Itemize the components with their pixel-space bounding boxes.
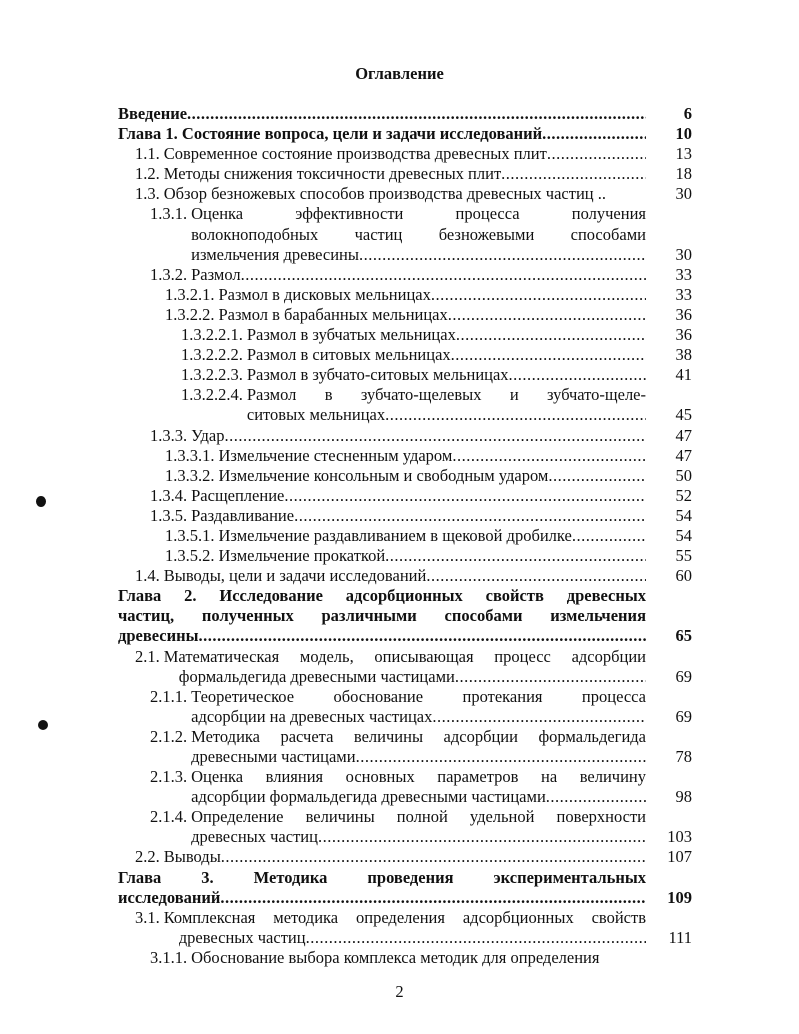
toc-entry[interactable] — [118, 365, 692, 385]
toc-entry[interactable] — [118, 305, 692, 325]
toc-entry-page: 18 — [675, 164, 692, 184]
dot-leader — [432, 707, 646, 727]
dot-leader — [426, 566, 646, 586]
toc-entry-page: 47 — [675, 425, 692, 445]
dot-leader — [284, 486, 646, 506]
toc-entry-text: Измельчение раздавливанием в щековой дробилке — [218, 525, 572, 545]
toc-entry[interactable] — [118, 807, 692, 847]
toc-entry-page: 65 — [675, 626, 692, 646]
toc-entry-text: Измельчение прокаткой — [218, 546, 386, 566]
toc-entry-number: 3.1.1. — [150, 947, 188, 967]
toc-entry-page: 6 — [683, 104, 692, 123]
toc-entry-number: 1.3.3. — [150, 425, 188, 445]
toc-entry-number: 1.3.2.2. — [165, 304, 215, 324]
toc-entry-number: 1.3.2.1. — [165, 284, 215, 304]
toc-entry-text: формальдегида древесными частицами — [178, 666, 455, 686]
toc-entry-text: древесных частиц — [191, 827, 318, 847]
toc-entry-number: 2.1.3. — [150, 767, 188, 787]
toc-entry-number: 1.2. — [135, 164, 160, 184]
toc-entry[interactable] — [118, 506, 692, 526]
toc-entry[interactable] — [118, 546, 692, 566]
toc-entry-text: Глава 2. Исследование адсорбционных свойств древесных — [118, 586, 646, 606]
toc-entry-text: Размол в барабанных мельницах — [218, 304, 448, 324]
toc-entry-number: 3.1. — [135, 907, 160, 927]
toc-entry[interactable] — [118, 526, 692, 546]
toc-entry-text: Размол в зубчатых мельницах — [246, 325, 456, 345]
dot-leader — [385, 546, 646, 566]
dot-leader — [241, 265, 646, 285]
dot-leader — [547, 144, 646, 164]
toc-entry-page: 38 — [675, 345, 692, 365]
toc-entry-page: 52 — [675, 485, 692, 505]
toc-entry[interactable] — [118, 868, 692, 908]
toc-entry-text: исследований — [118, 887, 221, 907]
toc-entry[interactable] — [118, 144, 692, 164]
toc-entry-text: частиц, полученных различными способами измельчения — [118, 606, 646, 626]
toc-entry-page: 33 — [675, 284, 692, 304]
dot-leader — [451, 345, 646, 365]
toc-entry[interactable] — [118, 908, 692, 948]
toc-entry-page: 98 — [675, 787, 692, 807]
toc-entry-number: 2.2. — [135, 847, 160, 867]
toc-entry-number: 1.3.2.2.2. — [181, 345, 243, 365]
table-of-contents — [118, 104, 692, 968]
toc-entry[interactable] — [118, 325, 692, 345]
toc-entry-text: Оценка влияния основных параметров на величину — [191, 767, 646, 787]
toc-entry-number: 1.3.5.1. — [165, 525, 215, 545]
toc-entry-text: Обоснование выбора комплекса методик для определения — [191, 947, 600, 967]
dot-leader — [542, 124, 646, 144]
dot-leader — [306, 928, 646, 948]
toc-entry-text: Размол — [191, 264, 241, 284]
toc-entry-page: 13 — [675, 144, 692, 164]
toc-entry-page: 41 — [675, 365, 692, 385]
toc-entry-page: 107 — [667, 847, 692, 867]
toc-entry-text: Раздавливание — [191, 505, 295, 525]
dot-leader — [359, 245, 646, 265]
toc-entry-text: древесных частиц — [178, 927, 306, 947]
toc-entry[interactable] — [118, 104, 692, 124]
toc-entry-number: 2.1.2. — [150, 726, 188, 746]
toc-entry-number: 1.3. — [135, 184, 160, 204]
dot-leader — [224, 426, 646, 446]
dot-leader — [548, 466, 646, 486]
dot-leader — [546, 787, 646, 807]
dot-leader — [455, 667, 646, 687]
page-number: 2 — [395, 982, 404, 1001]
toc-entry-text: Теоретическое обоснование протекания процесса — [191, 686, 646, 706]
scan-blot-mark — [36, 496, 46, 507]
toc-entry-number: 2.1.4. — [150, 807, 188, 827]
toc-entry[interactable] — [118, 586, 692, 646]
toc-title: Оглавление — [355, 64, 444, 83]
toc-entry-number: 1.3.4. — [150, 485, 188, 505]
dot-leader — [221, 847, 646, 867]
toc-entry[interactable] — [118, 948, 692, 968]
toc-entry-number: 1.3.3.2. — [165, 465, 215, 485]
toc-entry-text: ситовых мельницах — [246, 405, 386, 425]
toc-entry-text: Определение величины полной удельной поверхности — [191, 807, 646, 827]
dot-leader — [199, 626, 646, 646]
dot-leader — [456, 325, 646, 345]
toc-entry-page: 54 — [675, 505, 692, 525]
toc-entry-text: адсорбции формальдегида древесными частицами — [191, 787, 546, 807]
toc-entry-number: 1.4. — [135, 566, 160, 586]
toc-entry-text: Удар — [191, 425, 225, 445]
toc-entry-page: 111 — [668, 927, 692, 947]
toc-entry-text: Измельчение консольным и свободным ударом — [218, 465, 549, 485]
dot-leader — [501, 164, 646, 184]
dot-leader — [448, 305, 646, 325]
toc-entry[interactable] — [118, 647, 692, 687]
toc-entry-text: Выводы — [163, 847, 221, 867]
toc-entry-page: 55 — [675, 546, 692, 566]
toc-entry-text: Методы снижения токсичности древесных плит — [163, 164, 502, 184]
toc-entry-number: 1.3.2. — [150, 264, 188, 284]
toc-entry-text: Размол в дисковых мельницах — [218, 284, 431, 304]
dot-leader — [431, 285, 646, 305]
toc-entry-number: 1.3.2.2.3. — [181, 365, 243, 385]
toc-entry[interactable] — [118, 426, 692, 446]
toc-entry-text: Введение — [118, 104, 188, 123]
toc-entry-page: 54 — [675, 525, 692, 545]
toc-entry[interactable] — [118, 385, 692, 425]
scan-blot-mark — [38, 720, 48, 730]
toc-entry-text: древесными частицами — [191, 747, 356, 766]
toc-entry[interactable] — [118, 265, 692, 285]
toc-entry-page: 30 — [675, 244, 692, 264]
toc-entry-number: 2.1.1. — [150, 686, 188, 706]
toc-entry-text: древесины — [118, 626, 199, 646]
toc-entry-text: Математическая модель, описывающая процесс адсорбции — [163, 646, 646, 666]
toc-entry-page: 47 — [675, 445, 692, 465]
toc-entry[interactable] — [118, 164, 692, 184]
toc-entry-text: Глава 1. Состояние вопроса, цели и задачи исследований — [118, 124, 543, 144]
toc-entry-text: волокноподобных частиц безножевыми способами — [191, 224, 646, 244]
toc-entry[interactable] — [118, 566, 692, 586]
toc-entry-number: 1.3.5. — [150, 505, 188, 525]
dot-leader — [356, 747, 646, 767]
dot-leader — [294, 506, 646, 526]
toc-entry[interactable] — [118, 486, 692, 506]
toc-entry-number: 1.3.2.2.4. — [181, 385, 243, 405]
toc-entry-page: 109 — [667, 887, 692, 907]
toc-entry-text: Размол в зубчато-щелевых и зубчато-щеле- — [246, 385, 646, 405]
toc-entry[interactable] — [118, 767, 692, 807]
toc-entry-text: Глава 3. Методика проведения экспериментальных — [118, 867, 646, 887]
toc-entry-text: Выводы, цели и задачи исследований — [163, 566, 427, 586]
toc-entry-text: Современное состояние производства древесных плит — [163, 144, 547, 164]
dot-leader — [318, 827, 646, 847]
toc-entry-page: 45 — [675, 405, 692, 425]
toc-entry-page: 103 — [667, 827, 692, 847]
toc-entry[interactable] — [118, 204, 692, 264]
toc-entry-page: 30 — [675, 184, 692, 204]
toc-entry-number: 1.3.3.1. — [165, 445, 215, 465]
dot-leader — [572, 526, 646, 546]
toc-entry-text: Оценка эффективности процесса получения — [191, 204, 646, 224]
toc-entry[interactable] — [118, 124, 692, 144]
toc-entry-page: 36 — [675, 325, 692, 345]
toc-entry[interactable] — [118, 345, 692, 365]
toc-entry[interactable] — [118, 285, 692, 305]
toc-entry-page: 50 — [675, 465, 692, 485]
toc-entry-number: 1.3.1. — [150, 204, 188, 224]
toc-entry[interactable] — [118, 847, 692, 867]
toc-entry-number: 1.3.2.2.1. — [181, 325, 243, 345]
toc-entry-text: Размол в зубчато-ситовых мельницах — [246, 365, 509, 385]
toc-entry-page: 69 — [675, 706, 692, 726]
dot-leader — [452, 446, 646, 466]
toc-entry-text: Обзор безножевых способов производства древесных частиц .. — [163, 184, 606, 204]
toc-entry-page: 33 — [675, 264, 692, 284]
dot-leader — [509, 365, 646, 385]
toc-entry[interactable] — [118, 184, 692, 204]
dot-leader — [220, 888, 646, 908]
toc-entry-number: 1.3.5.2. — [165, 546, 215, 566]
toc-entry-text: адсорбции на древесных частицах — [191, 706, 433, 726]
toc-entry-number: 1.1. — [135, 144, 160, 164]
toc-entry[interactable] — [118, 687, 692, 727]
toc-entry-text: Методика расчета величины адсорбции формальдегида — [191, 726, 646, 746]
toc-entry-text: измельчения древесины — [191, 244, 359, 264]
toc-entry[interactable] — [118, 446, 692, 466]
toc-entry-text: Комплексная методика определения адсорбционных свойств — [163, 907, 646, 927]
toc-entry-page: 10 — [675, 124, 692, 144]
toc-entry-page: 60 — [675, 566, 692, 586]
dot-leader — [187, 104, 646, 124]
toc-entry-text: Размол в ситовых мельницах — [246, 345, 451, 365]
toc-entry[interactable] — [118, 466, 692, 486]
toc-entry-page: 78 — [675, 747, 692, 766]
toc-entry-page: 36 — [675, 304, 692, 324]
toc-entry-number: 2.1. — [135, 646, 160, 666]
dot-leader — [385, 405, 646, 425]
toc-entry-text: Измельчение стесненным ударом — [218, 445, 453, 465]
toc-entry[interactable] — [118, 727, 692, 767]
toc-entry-text: Расщепление — [191, 485, 285, 505]
toc-entry-page: 69 — [675, 666, 692, 686]
